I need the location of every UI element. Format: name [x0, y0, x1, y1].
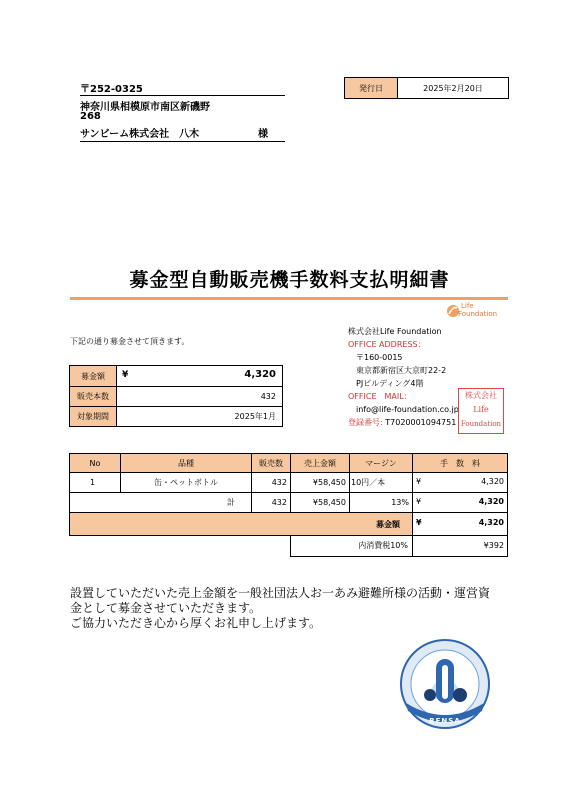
summary-row-period	[70, 407, 283, 427]
total-yen: ¥	[416, 497, 422, 506]
sender-reg-label: 登録番号:	[348, 418, 383, 427]
total-label: 計	[121, 493, 252, 513]
seal-line3: Foundation	[460, 420, 502, 428]
summary-table	[69, 365, 283, 427]
row-no: 1	[70, 473, 121, 493]
recipient-company: サンビーム株式会社 八木	[80, 129, 200, 140]
tax-label: 内消費税10%	[291, 536, 413, 557]
row-qty: 432	[252, 473, 291, 493]
sender-mail: info@life-foundation.co.jp	[356, 405, 459, 414]
total-qty: 432	[252, 493, 291, 513]
recipient-honorific: 様	[258, 129, 268, 140]
sender-company: 株式会社Life Foundation	[348, 327, 442, 336]
recipient-postal: 〒252-0325	[80, 84, 143, 95]
recipient-underline	[80, 141, 285, 142]
message-line1: 設置していただいた売上金額を一般社団法人お一あみ避難所様の活動・運営資	[70, 586, 491, 600]
table-row	[70, 473, 508, 493]
seal-line2: Life	[473, 405, 489, 414]
total-margin: 13%	[350, 493, 413, 513]
row-item: 缶・ペットボトル	[121, 473, 252, 493]
tax-value: ¥392	[413, 536, 508, 557]
donation-row	[70, 513, 508, 536]
sender-block	[348, 325, 459, 429]
row-yen: ¥	[416, 477, 422, 486]
sender-mail-label: OFFICE MAIL：	[348, 392, 412, 401]
summary-row-amount	[70, 366, 283, 387]
donation-fee: 4,320	[478, 518, 504, 527]
tax-row	[70, 536, 508, 557]
total-row	[70, 493, 508, 513]
message-line2: 金として募金させていただきます。	[70, 601, 262, 615]
sender-address: 東京都新宿区大京町22-2	[356, 366, 447, 375]
sender-office-label: OFFICE ADDRESS：	[348, 340, 426, 349]
issue-date-value: 2025年2月20日	[398, 78, 509, 99]
summary-yen: ¥	[122, 370, 129, 380]
title-underline	[70, 297, 508, 300]
issue-date-label: 発行日	[345, 78, 398, 99]
badge-label: RENSA	[429, 717, 461, 725]
header-margin: マージン	[350, 454, 413, 473]
detail-header-row	[70, 454, 508, 473]
detail-table	[69, 453, 508, 557]
summary-label: 対象期間	[70, 407, 117, 427]
summary-amount-value: 4,320	[244, 369, 276, 380]
page-title: 募金型自動販売機手数料支払明細書	[129, 269, 450, 291]
donation-yen: ¥	[416, 518, 422, 527]
recipient-address-line2: 268	[80, 111, 101, 122]
summary-row-quantity	[70, 387, 283, 407]
sender-postal: 〒160-0015	[356, 353, 403, 362]
notice-text: 下記の通り募金させて頂きます。	[70, 337, 190, 346]
summary-label: 販売本数	[70, 387, 117, 407]
issue-date-box	[344, 77, 509, 99]
row-margin: 10円／本	[350, 473, 413, 493]
logo-line2: Foundation	[458, 310, 498, 318]
row-fee: 4,320	[481, 477, 504, 486]
header-fee: 手 数 料	[413, 454, 508, 473]
seal-line1: 株式会社	[465, 391, 497, 400]
recipient-divider	[80, 95, 285, 96]
header-sales: 売上金額	[291, 454, 350, 473]
company-seal	[458, 388, 504, 434]
header-no: No	[70, 454, 121, 473]
sender-building: PJビルディング4階	[356, 379, 424, 388]
header-item: 品種	[121, 454, 252, 473]
summary-label: 募金額	[70, 366, 117, 387]
message-line3: ご協力いただき心から厚くお礼申し上げます。	[70, 616, 322, 630]
summary-quantity-value: 432	[117, 387, 283, 407]
summary-period-value: 2025年1月	[117, 407, 283, 427]
row-sales: ¥58,450	[291, 473, 350, 493]
total-fee: 4,320	[478, 497, 504, 506]
life-foundation-logo	[446, 302, 506, 320]
message-block	[70, 586, 490, 631]
sender-reg-number: T7020001094751	[385, 418, 457, 427]
header-qty: 販売数	[252, 454, 291, 473]
total-sales: ¥58,450	[291, 493, 350, 513]
donation-label: 募金額	[70, 513, 413, 536]
recipient-address-line1: 神奈川県相模原市南区新磯野	[80, 102, 210, 113]
logo-line1: Life	[461, 302, 474, 310]
